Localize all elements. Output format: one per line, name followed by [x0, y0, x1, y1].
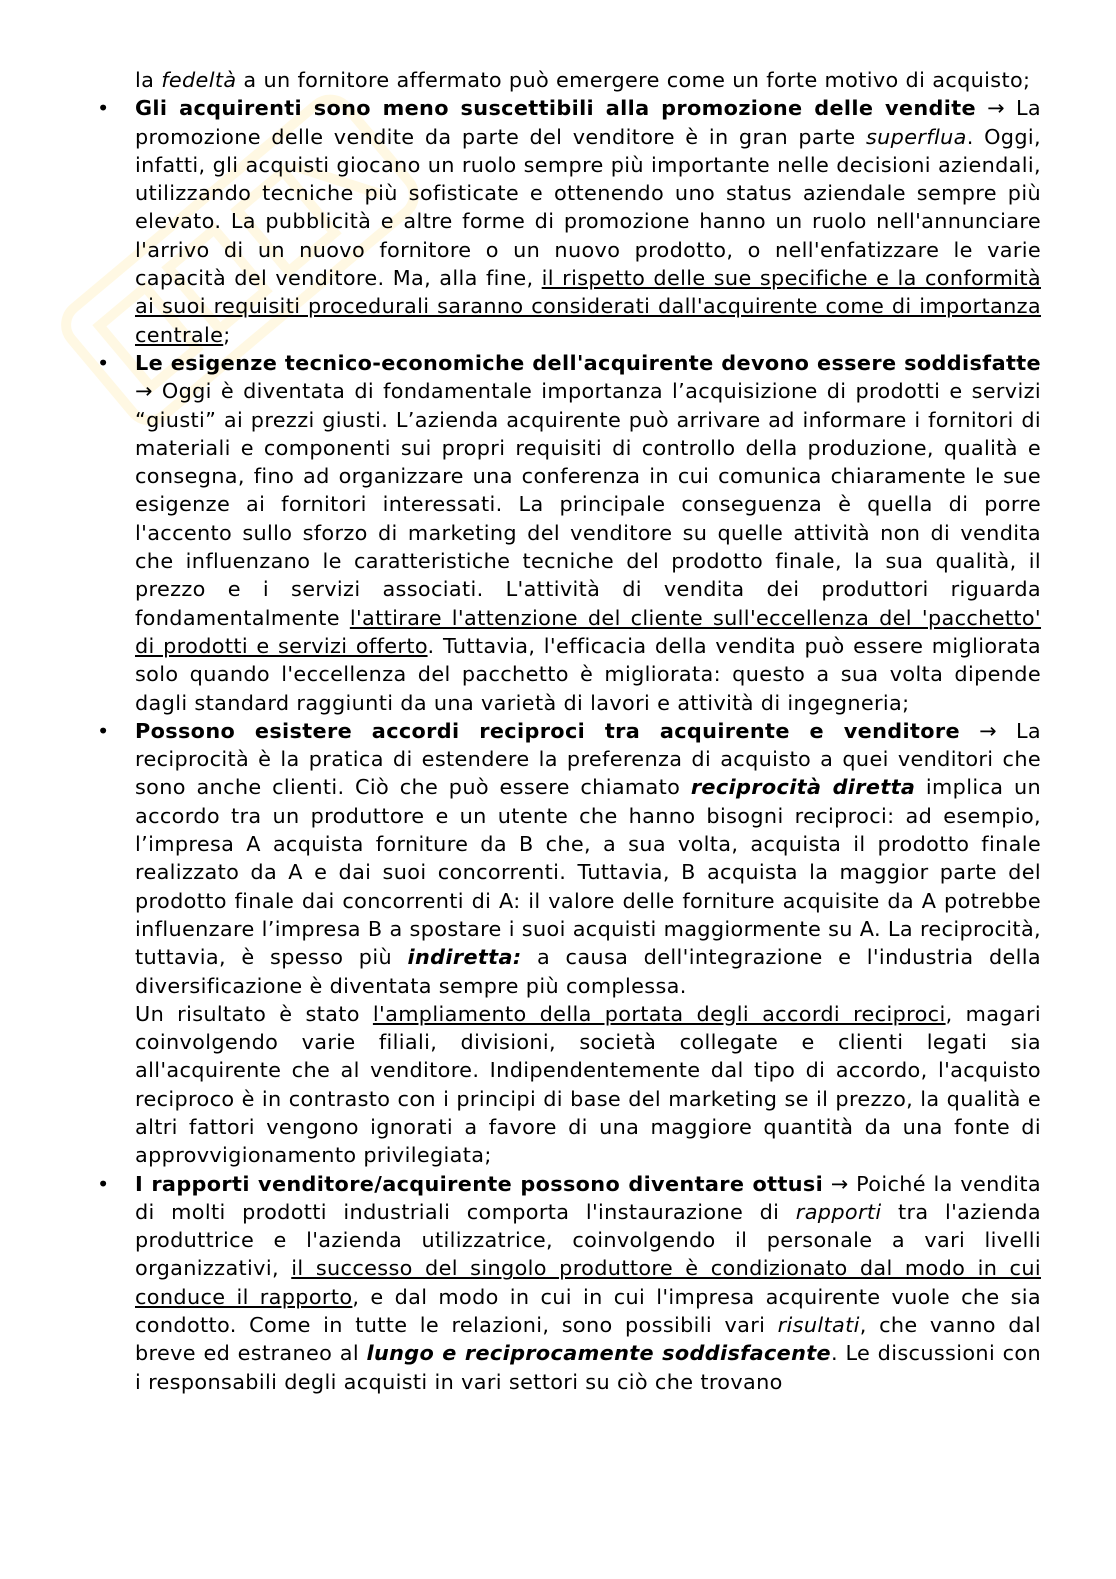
item-bold-italic: indiretta:	[407, 945, 522, 970]
item-continuation-paragraph	[135, 1000, 1041, 1170]
item-underlined: il successo del singolo produttore è condizionato dal modo in cui conduce il rapporto	[135, 1256, 1041, 1309]
document-page	[97, 66, 1042, 1396]
item-text: Oggi è diventata di fondamentale importanza l’acquisizione di prodotti e servizi “giusti” ai prezzi giusti. L’azienda acquirente può arrivare ad informare i fornitori di materiali e componenti sui propri requisiti di controllo della produzione, qualità e consegna, fino ad organizzare una conferenza in cui comunica chiaramente le sue esigenze ai fornitori interessati. La principale conseguenza è quella di porre l'accento sullo sforzo di marketing del venditore su quelle attività non di vendita che influenzano le caratteristiche tecniche del prodotto finale, la sua qualità, il prezzo e i servizi associati. L'attività di vendita dei produttori riguarda fondamentalmente	[135, 379, 1041, 630]
item-bold-italic: lungo e reciprocamente soddisfacente	[366, 1341, 831, 1366]
item-heading: Le esigenze tecnico-economiche dell'acquirente devono essere soddisfatte	[135, 350, 1041, 375]
item-heading: Gli acquirenti sono meno suscettibili alla promozione delle vendite	[135, 96, 977, 121]
item-text: a causa dell'integrazione e l'industria della diversificazione è diventata sempre più complessa.	[135, 945, 1041, 998]
intro-paragraph	[135, 66, 1041, 94]
list-item	[97, 349, 1042, 717]
bullet-icon: •	[97, 1171, 110, 1196]
intro-text-end: a un fornitore affermato può emergere come un forte motivo di acquisto;	[236, 68, 1031, 92]
item-text: La reciprocità è la pratica di estendere la preferenza di acquisto a quei venditori che sono anche clienti. Ciò che può essere chiamato	[135, 718, 1042, 800]
item-text: Un risultato è stato	[135, 1001, 373, 1026]
item-text: , magari coinvolgendo varie filiali, divisioni, società collegate e clienti legati sia all'acquirente che al venditore. Indipendentemente dal tipo di accordo, l'acquisto reciproco è in contrasto con i principi di base del marketing se il prezzo, la qualità e altri fattori vengono ignorati a favore di una maggiore quantità da una fonte di approvvigionamento privilegiata;	[135, 1001, 1041, 1168]
item-text: La promozione delle vendite da parte del venditore è in gran parte	[135, 96, 1042, 149]
item-text: implica un accordo tra un produttore e un utente che hanno bisogni reciproci: ad esempio, l’impresa A acquista forniture da B che, a sua volta, acquista il prodotto finale realizzato da A e dai suoi concorrenti. Tuttavia, B acquista la maggior parte del prodotto finale dai concorrenti di A: il valore delle forniture acquisite da A potrebbe influenzare l’impresa B a spostare i suoi acquisti maggiormente su A. La reciprocità, tuttavia, è spesso più	[135, 775, 1042, 970]
item-underlined: il rispetto delle sue specifiche e la conformità ai suoi requisiti procedurali saranno considerati dall'acquirente come di importanza centrale	[135, 266, 1041, 347]
item-underlined: l'attirare l'attenzione del cliente sull'eccellenza del 'pacchetto' di prodotti e servizi offerto	[135, 605, 1042, 658]
bullet-icon: •	[97, 350, 110, 375]
item-heading: I rapporti venditore/acquirente possono diventare ottusi	[135, 1171, 824, 1196]
item-text: , che vanno dal breve ed estraneo al	[135, 1313, 1041, 1366]
intro-italic: fedeltà	[161, 68, 237, 92]
item-text: Poiché la vendita di molti prodotti industriali comporta l'instaurazione di	[135, 1171, 1041, 1224]
item-italic: superflua	[865, 124, 967, 149]
bullet-list	[97, 94, 1042, 1396]
arrow-icon: →	[987, 96, 1005, 121]
arrow-icon: →	[135, 379, 153, 404]
arrow-icon: →	[979, 718, 997, 743]
item-bold-italic: reciprocità diretta	[690, 775, 916, 800]
bullet-icon: •	[97, 96, 110, 121]
item-underlined: l'ampliamento della portata degli accordi reciproci	[372, 1001, 946, 1026]
item-text: ;	[223, 322, 231, 347]
arrow-icon: →	[830, 1171, 849, 1196]
list-item	[97, 94, 1042, 349]
item-text: . Le discussioni con i responsabili degli acquisti in vari settori su ciò che trovano	[135, 1341, 1041, 1394]
intro-text: la	[135, 68, 162, 92]
item-italic: risultati	[777, 1313, 860, 1338]
bullet-icon: •	[97, 718, 110, 743]
item-italic: rapporti	[795, 1199, 882, 1224]
item-heading: Possono esistere accordi reciproci tra acquirente e venditore	[135, 718, 960, 743]
list-item	[97, 717, 1042, 1170]
item-text: , e dal modo in cui in cui l'impresa acquirente vuole che sia condotto. Come in tutte le relazioni, sono possibili vari	[135, 1284, 1041, 1338]
list-item	[97, 1170, 1041, 1396]
item-text: . Tuttavia, l'efficacia della vendita può essere migliorata solo quando l'eccellenza del pacchetto è migliorata: questo a sua volta dipende dagli standard raggiunti da una varietà di lavori e attività di ingegneria;	[135, 633, 1041, 715]
item-text: . Oggi, infatti, gli acquisti giocano un ruolo sempre più importante nelle decisioni aziendali, utilizzando tecniche più sofisticate e ottenendo uno status aziendale sempre più elevato. La pubblicità e altre forme di promozione hanno un ruolo nell'annunciare l'arrivo di un nuovo fornitore o un nuovo prodotto, o nell'enfatizzare le varie capacità del venditore. Ma, alla fine,	[135, 124, 1041, 291]
item-text: tra l'azienda produttrice e l'azienda utilizzatrice, coinvolgendo il personale a vari livelli organizzativi,	[135, 1199, 1041, 1281]
